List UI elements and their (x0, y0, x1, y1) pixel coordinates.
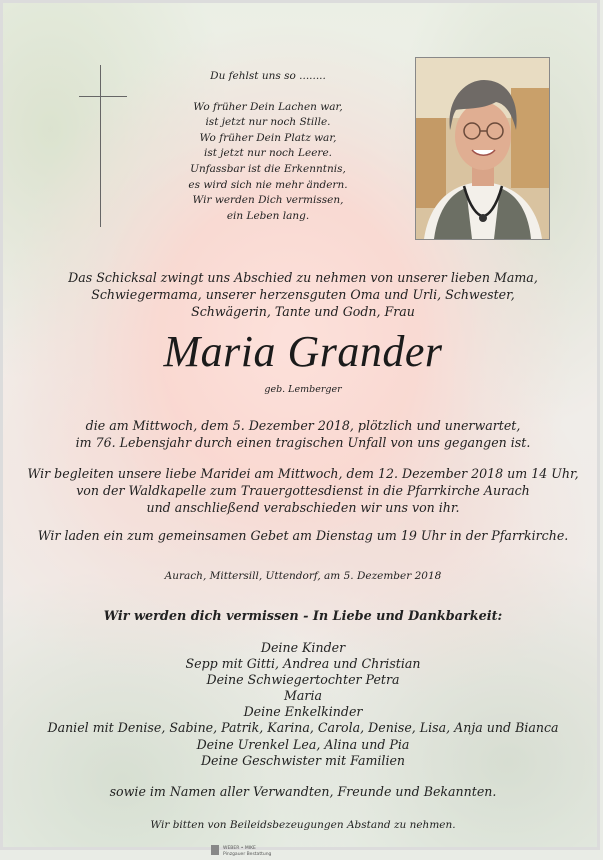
family-line: Deine Geschwister mit Familien (200, 752, 406, 768)
intro-line: Schwiegermama, unserer herzensguten Oma und Urli, Schwester, (91, 287, 515, 302)
family-line: Deine Enkelkinder (243, 704, 363, 720)
portrait-photo (415, 57, 550, 240)
poem-line: Wir werden Dich vermissen, (192, 194, 344, 207)
mourning-heading: Wir werden dich vermissen - In Liebe und Dankbarkeit: (103, 609, 503, 624)
place-date: Aurach, Mittersill, Uttendorf, am 5. Dezember 2018 (164, 570, 442, 582)
family-line: Deine Schwiegertochter Petra (206, 672, 400, 688)
intro-text (33, 269, 573, 320)
cross-icon (79, 65, 127, 227)
family-line: Maria (284, 688, 322, 704)
poem-line: ein Leben lang. (226, 209, 310, 222)
poem-line: Wo früher Dein Platz war, (199, 131, 337, 144)
family-line: Deine Urenkel Lea, Alina und Pia (196, 736, 410, 752)
birth-name: geb. Lemberger (264, 384, 342, 395)
family-list (23, 640, 583, 769)
prayer-invitation: Wir laden ein zum gemeinsamen Gebet am Dienstag um 19 Uhr in der Pfarrkirche. (37, 528, 569, 543)
intro-line: Das Schicksal zwingt uns Abschied zu nehmen von unserer lieben Mama, (68, 270, 538, 285)
poem-line: Wo früher Dein Lachen war, (193, 100, 343, 113)
condolence-request: Wir bitten von Beileidsbezeugungen Abstand zu nehmen. (150, 819, 456, 831)
poem-line: Unfassbar ist die Erkenntnis, (190, 162, 346, 175)
funeral-info (23, 465, 583, 516)
svg-text:Pinzgauer Bestattung: Pinzgauer Bestattung (223, 852, 272, 857)
poem-first-line: Du fehlst uns so ........ (210, 70, 326, 82)
family-line: Sepp mit Gitti, Andrea und Christian (185, 656, 421, 672)
death-notice (23, 417, 583, 451)
poem-line: ist jetzt nur noch Stille. (205, 116, 331, 129)
family-line: Deine Kinder (260, 640, 346, 655)
funeral-home-logo (211, 841, 321, 857)
relatives-line: sowie im Namen aller Verwandten, Freunde und Bekannten. (109, 784, 497, 799)
funeral-line: und anschließend verabschieden wir uns von ihr. (146, 500, 460, 515)
funeral-line: Wir begleiten unsere liebe Maridei am Mittwoch, dem 12. Dezember 2018 um 14 Uhr, (27, 466, 579, 481)
death-line: die am Mittwoch, dem 5. Dezember 2018, plötzlich und unerwartet, (85, 418, 521, 433)
poem-line: es wird sich nie mehr ändern. (188, 178, 348, 191)
poem (163, 69, 373, 224)
svg-text:WEBER • MIKE: WEBER • MIKE (223, 846, 256, 851)
family-line: Daniel mit Denise, Sabine, Patrik, Karina, Carola, Denise, Lisa, Anja und Bianca (47, 720, 559, 736)
deceased-name: Maria Grander (163, 327, 443, 376)
death-line: im 76. Lebensjahr durch einen tragischen Unfall von uns gegangen ist. (75, 435, 531, 450)
poem-line: ist jetzt nur noch Leere. (204, 147, 332, 160)
intro-line: Schwägerin, Tante und Godn, Frau (191, 304, 415, 319)
funeral-line: von der Waldkapelle zum Trauergottesdienst in die Pfarrkirche Aurach (76, 483, 530, 498)
